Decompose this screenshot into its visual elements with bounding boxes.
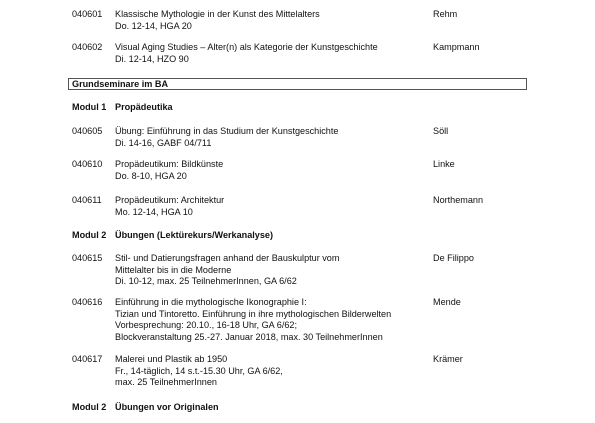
course-title-continued: Mittelalter bis in die Moderne [115, 264, 232, 275]
course-title: Propädeutikum: Architektur [115, 195, 225, 205]
course-description [115, 126, 435, 149]
course-title: Visual Aging Studies – Alter(n) als Kategorie der Kunstgeschichte [115, 42, 378, 52]
course-number: 040616 [72, 297, 103, 307]
course-title: Klassische Mythologie in der Kunst des Mittelalters [115, 9, 320, 19]
course-lecturer: De Filippo [433, 253, 474, 263]
course-description [115, 159, 435, 182]
course-title: Malerei und Plastik ab 1950 [115, 354, 228, 364]
course-schedule: Di. 14-16, GABF 04/711 [115, 137, 212, 148]
course-schedule: Do. 8-10, HGA 20 [115, 170, 187, 181]
course-description [115, 354, 435, 389]
course-title: Propädeutikum: Bildkünste [115, 159, 224, 169]
course-schedule: Di. 12-14, HZO 90 [115, 53, 189, 64]
course-lecturer: Linke [433, 159, 455, 169]
course-preliminary-meeting: Vorbesprechung: 20.10., 16-18 Uhr, GA 6/62; [115, 320, 297, 330]
module-label: Modul 2 [72, 230, 107, 240]
course-title-continued: Tizian und Tintoretto. Einführung in ihre mythologischen Bilderwelten [115, 308, 392, 319]
course-lecturer: Rehm [433, 9, 458, 19]
course-number: 040605 [72, 126, 103, 136]
course-description [115, 195, 435, 218]
module-heading-1 [72, 102, 173, 114]
course-lecturer: Northemann [433, 195, 484, 205]
course-number: 040602 [72, 42, 103, 52]
course-lecturer: Söll [433, 126, 449, 136]
section-title: Grundseminare im BA [72, 79, 169, 89]
course-schedule: Di. 10-12, max. 25 TeilnehmerInnen, GA 6/62 [115, 276, 297, 286]
course-title: Stil- und Datierungsfragen anhand der Bauskulptur vom [115, 253, 340, 263]
course-lecturer: Krämer [433, 354, 463, 364]
course-schedule: Mo. 12-14, HGA 10 [115, 206, 193, 217]
course-number: 040601 [72, 9, 103, 19]
module-heading-2 [72, 230, 273, 242]
course-schedule: Fr., 14-täglich, 14 s.t.-15.30 Uhr, GA 6/62, [115, 365, 283, 376]
course-participants: max. 25 TeilnehmerInnen [115, 377, 217, 387]
course-title: Einführung in die mythologische Ikonographie I: [115, 297, 307, 307]
course-description [115, 253, 435, 288]
course-lecturer: Kampmann [433, 42, 480, 52]
module-label: Modul 1 [72, 102, 107, 112]
course-number: 040611 [72, 195, 102, 205]
course-schedule: Do. 12-14, HGA 20 [115, 20, 192, 31]
course-description [115, 42, 435, 65]
course-title: Übung: Einführung in das Studium der Kunstgeschichte [115, 126, 339, 136]
course-lecturer: Mende [433, 297, 461, 307]
module-title: Propädeutika [115, 102, 173, 112]
course-description [115, 297, 435, 343]
module-title: Übungen (Lektürekurs/Werkanalyse) [115, 230, 274, 240]
section-header-box [68, 78, 527, 90]
course-block-session: Blockveranstaltung 25.-27. Januar 2018, max. 30 TeilnehmerInnen [115, 331, 383, 342]
course-number: 040615 [72, 253, 103, 263]
module-heading-3 [72, 402, 219, 414]
course-number: 040617 [72, 354, 103, 364]
course-number: 040610 [72, 159, 103, 169]
course-description [115, 9, 435, 32]
module-label: Modul 2 [72, 402, 107, 412]
module-title: Übungen vor Originalen [115, 402, 219, 412]
